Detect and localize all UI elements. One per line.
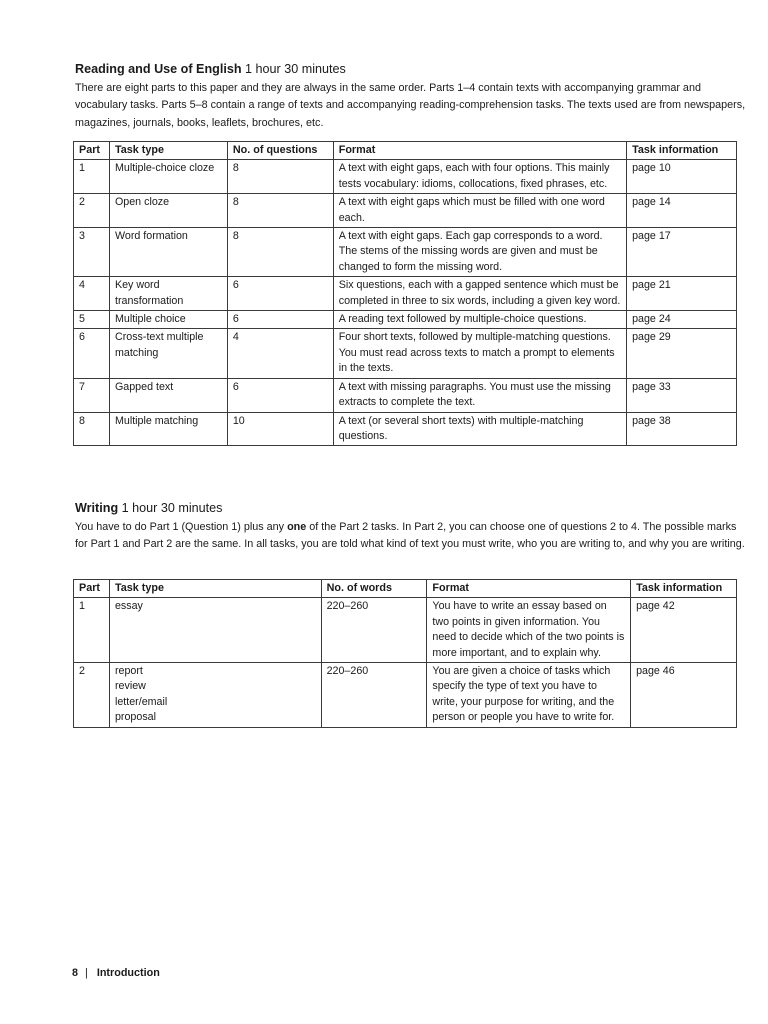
- task-information-cell: page 46: [631, 663, 737, 728]
- format-cell: A text with missing paragraphs. You must use the missing extracts to complete the text.: [333, 378, 626, 412]
- format-cell: A text (or several short texts) with multiple-matching questions.: [333, 412, 626, 446]
- format-cell: Four short texts, followed by multiple-matching questions. You must read across texts to match a prompt to elements in the texts.: [333, 329, 626, 378]
- reading-section-title: [75, 62, 346, 76]
- task-type-item: essay: [114, 600, 143, 613]
- task-type-cell: [109, 598, 321, 663]
- table-row: [74, 412, 737, 446]
- question-count-cell: 8: [227, 160, 333, 194]
- part-cell: 1: [74, 160, 110, 194]
- table-row: [74, 160, 737, 194]
- question-count-cell: 8: [227, 194, 333, 228]
- table-row: [74, 378, 737, 412]
- task-information-cell: page 42: [631, 598, 737, 663]
- question-count-cell: 4: [227, 329, 333, 378]
- footer-section-label: Introduction: [96, 967, 160, 979]
- task-type-cell: Multiple choice: [109, 311, 227, 329]
- task-information-cell: page 29: [627, 329, 737, 378]
- task-type-item: report: [114, 665, 143, 678]
- writing-intro-part-c: of the Part 2 tasks. In Part 2, you can choose one of questions 2 to 4. The possible marks for Part 1 and Part 2 are the same. In all tasks, you are told what kind of text you must write, who you are writing to, and why you are writing.: [75, 521, 745, 551]
- task-type-cell: Multiple-choice cloze: [109, 160, 227, 194]
- reading-table: [73, 141, 737, 446]
- part-cell: 7: [74, 378, 110, 412]
- task-type-cell: Open cloze: [109, 194, 227, 228]
- task-type-cell: Key word transformation: [109, 277, 227, 311]
- header-no-of-words: No. of words: [321, 580, 427, 598]
- format-cell: A text with eight gaps which must be filled with one word each.: [333, 194, 626, 228]
- word-count-cell: 220–260: [321, 663, 427, 728]
- format-cell: Six questions, each with a gapped sentence which must be completed in three to six words, including a given key word.: [333, 277, 626, 311]
- writing-intro: [75, 519, 750, 554]
- header-task-information: Task information: [631, 580, 737, 598]
- reading-title-duration: 1 hour 30 minutes: [245, 62, 346, 76]
- task-information-cell: page 38: [627, 412, 737, 446]
- word-count-cell: 220–260: [321, 598, 427, 663]
- page-footer: [72, 967, 160, 979]
- part-cell: 4: [74, 277, 110, 311]
- header-task-type: Task type: [109, 580, 321, 598]
- writing-section-title: [75, 501, 222, 515]
- task-information-cell: page 17: [627, 228, 737, 277]
- header-no-of-questions: No. of questions: [227, 142, 333, 160]
- writing-table-body: [74, 598, 737, 727]
- header-format: Format: [333, 142, 626, 160]
- reading-table-header-row: [74, 142, 737, 160]
- writing-intro-emphasis: one: [287, 521, 307, 533]
- reading-intro: There are eight parts to this paper and they are always in the same order. Parts 1–4 contain texts with accompanying grammar and vocabulary tasks. Parts 5–8 contain a range of texts and accompanying reading-comprehension tasks. The texts used are from newspapers, magazines, journals, books, leaflets, brochures, etc.: [75, 82, 746, 129]
- task-type-cell: [109, 663, 321, 728]
- writing-title-bold: Writing: [75, 501, 119, 515]
- footer-separator: |: [85, 967, 88, 979]
- header-format: Format: [427, 580, 631, 598]
- task-information-cell: page 33: [627, 378, 737, 412]
- task-type-cell: Cross-text multiple matching: [109, 329, 227, 378]
- table-row: [74, 277, 737, 311]
- task-type-cell: Gapped text: [109, 378, 227, 412]
- question-count-cell: 8: [227, 228, 333, 277]
- page-number: 8: [72, 967, 79, 979]
- task-information-cell: page 10: [627, 160, 737, 194]
- format-cell: A text with eight gaps. Each gap corresponds to a word. The stems of the missing words are given and must be changed to form the missing word.: [333, 228, 626, 277]
- task-information-cell: page 21: [627, 277, 737, 311]
- part-cell: 1: [74, 598, 110, 663]
- task-type-item: review: [114, 680, 146, 693]
- task-information-cell: page 24: [627, 311, 737, 329]
- writing-table-header-row: [74, 580, 737, 598]
- task-type-item: proposal: [114, 711, 156, 724]
- reading-table-body: [74, 160, 737, 446]
- question-count-cell: 10: [227, 412, 333, 446]
- table-row: [74, 228, 737, 277]
- reading-title-bold: Reading and Use of English: [75, 62, 242, 76]
- question-count-cell: 6: [227, 277, 333, 311]
- part-cell: 2: [74, 194, 110, 228]
- format-cell: A reading text followed by multiple-choice questions.: [333, 311, 626, 329]
- header-task-type: Task type: [109, 142, 227, 160]
- task-type-cell: Multiple matching: [109, 412, 227, 446]
- task-type-cell: Word formation: [109, 228, 227, 277]
- task-information-cell: page 14: [627, 194, 737, 228]
- format-cell: A text with eight gaps, each with four options. This mainly tests vocabulary: idioms, collocations, fixed phrases, etc.: [333, 160, 626, 194]
- part-cell: 8: [74, 412, 110, 446]
- part-cell: 6: [74, 329, 110, 378]
- table-row: [74, 194, 737, 228]
- part-cell: 5: [74, 311, 110, 329]
- question-count-cell: 6: [227, 311, 333, 329]
- part-cell: 2: [74, 663, 110, 728]
- table-row: [74, 663, 737, 728]
- table-row: [74, 311, 737, 329]
- table-row: [74, 329, 737, 378]
- header-task-information: Task information: [627, 142, 737, 160]
- writing-intro-part-a: You have to do Part 1 (Question 1) plus any: [75, 521, 288, 533]
- format-cell: You are given a choice of tasks which specify the type of text you have to write, your purpose for writing, and the person or people you have to write for.: [427, 663, 631, 728]
- header-part: Part: [74, 142, 110, 160]
- writing-table: [73, 579, 737, 728]
- format-cell: You have to write an essay based on two points in given information. You need to decide which of the two points is more important, and to explain why.: [427, 598, 631, 663]
- question-count-cell: 6: [227, 378, 333, 412]
- header-part: Part: [74, 580, 110, 598]
- part-cell: 3: [74, 228, 110, 277]
- table-row: [74, 598, 737, 663]
- task-type-item: letter/email: [114, 695, 168, 708]
- writing-title-duration: 1 hour 30 minutes: [121, 501, 223, 515]
